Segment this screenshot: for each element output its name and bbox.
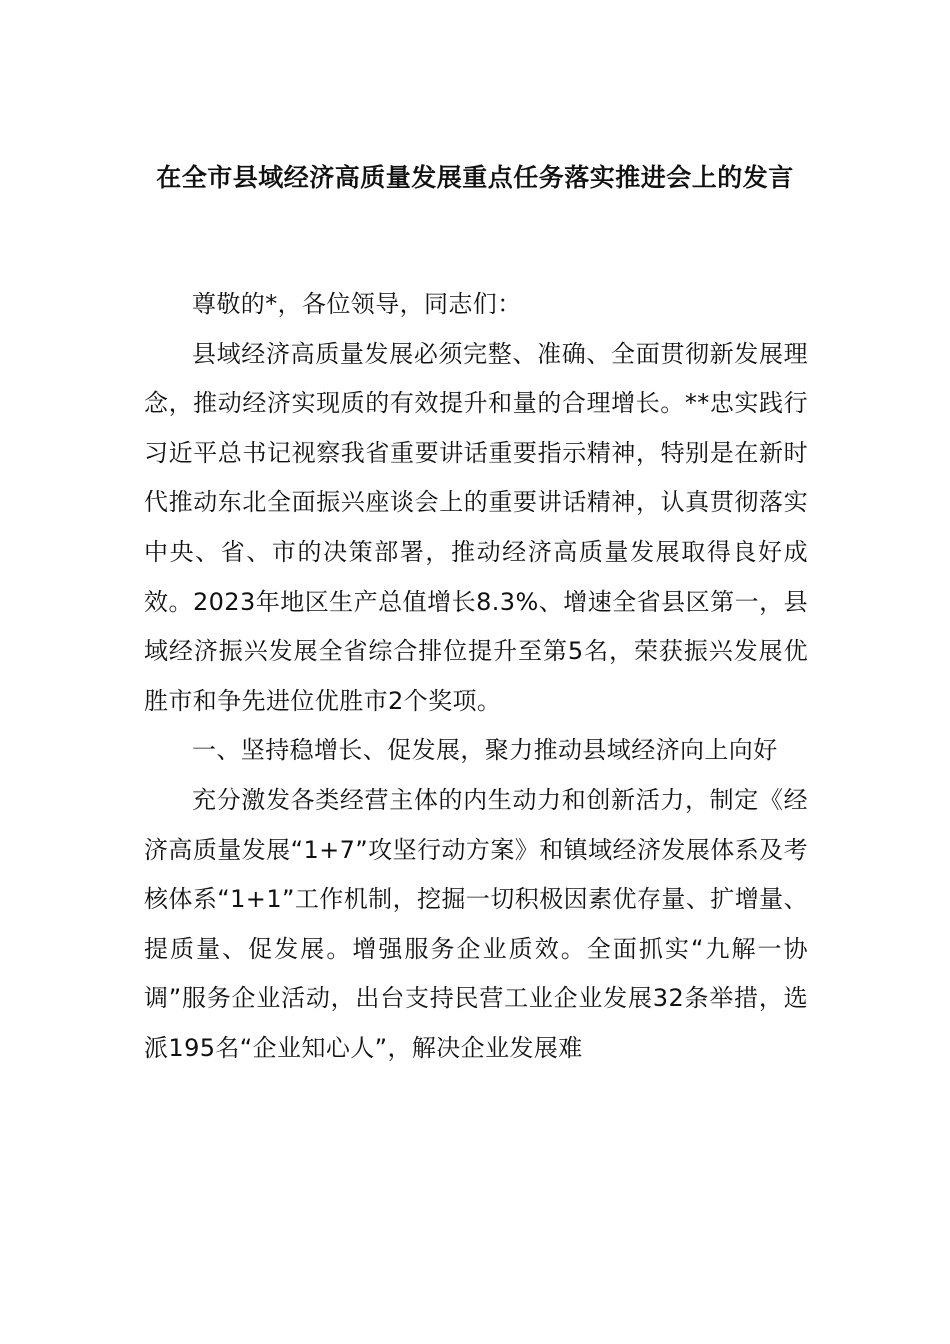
section-heading-1: 一、坚持稳增长、促发展，聚力推动县域经济向上向好 <box>192 736 778 765</box>
salutation: 尊敬的*，各位领导，同志们： <box>192 290 522 318</box>
document-body <box>144 280 808 1074</box>
paragraph-section-1: 充分激发各类经营主体的内生动力和创新活力，制定《经济高质量发展“1+7”攻坚行动方案》和镇域经济发展体系及考核体系“1+1”工作机制，挖掘一切积极因素优存量、扩增量、提质量、促发展。增强服务企业质效。全面抓实“九解一协调”服务企业活动，出台支持民营工业企业发展32条举措，选派195名“企业知心人”，解决企业发展难 <box>144 785 808 1062</box>
paragraph-intro: 县域经济高质量发展必须完整、准确、全面贯彻新发展理念，推动经济实现质的有效提升和量的合理增长。**忠实践行习近平总书记视察我省重要讲话重要指示精神，特别是在新时代推动东北全面振兴座谈会上的重要讲话精神，认真贯彻落实中央、省、市的决策部署，推动经济高质量发展取得良好成效。2023年地区生产总值增长8.3%、增速全省县区第一，县域经济振兴发展全省综合排位提升至第5名，荣获振兴发展优胜市和争先进位优胜市2个奖项。 <box>144 339 808 715</box>
document-title: 在全市县域经济高质量发展重点任务落实推进会上的发言 <box>156 163 794 192</box>
